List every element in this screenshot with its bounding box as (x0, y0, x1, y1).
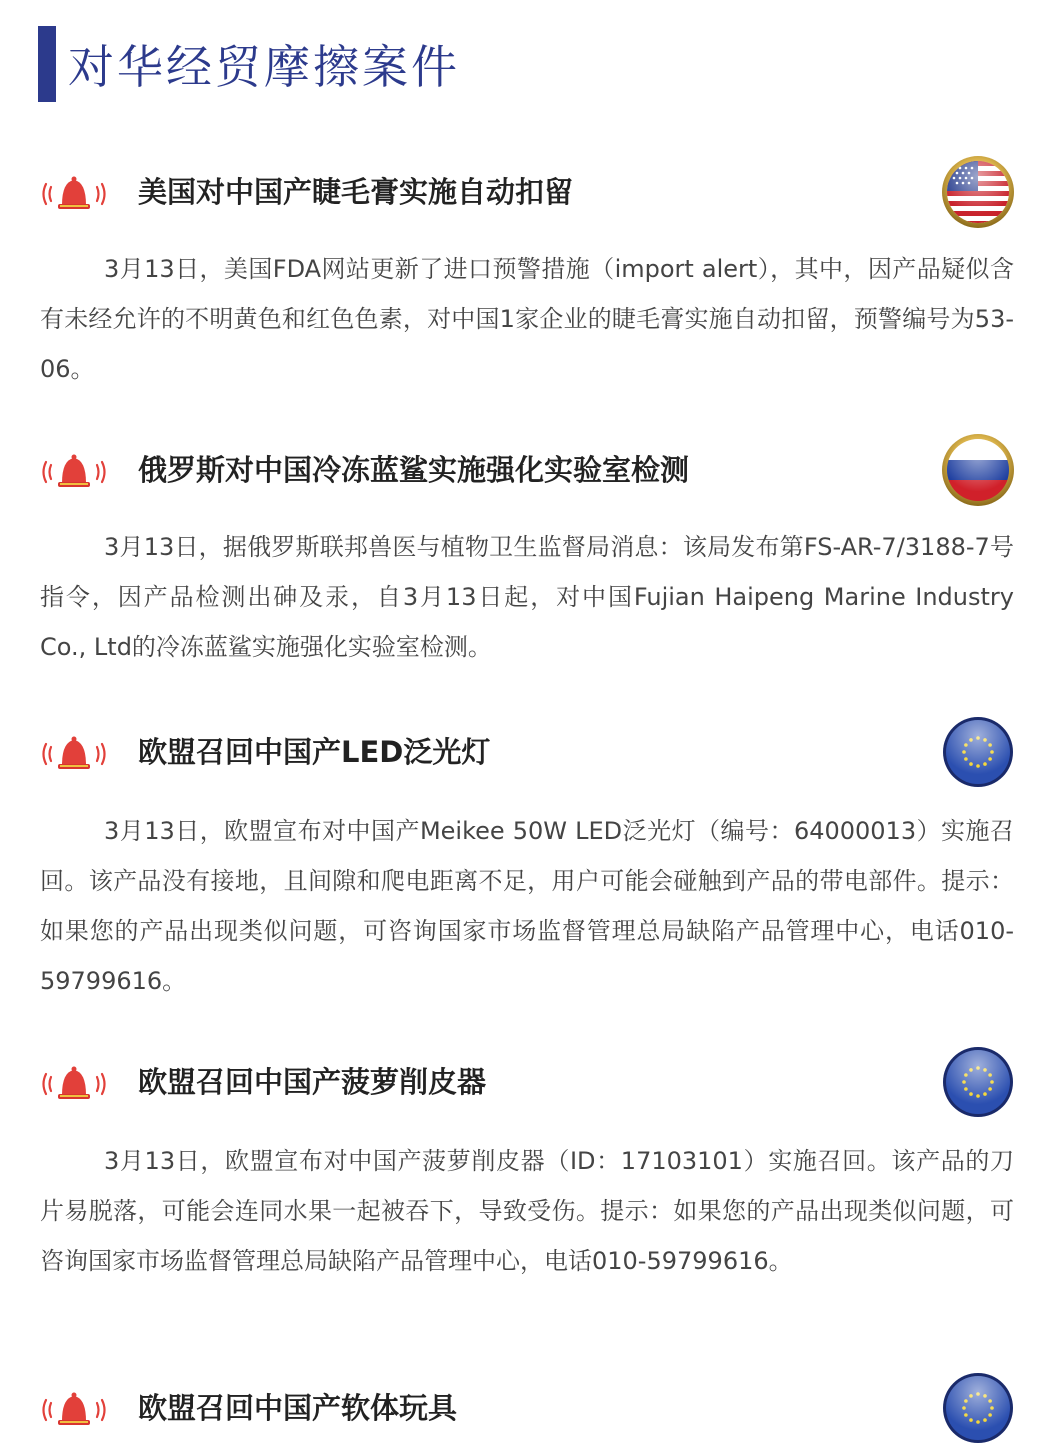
eu-flag-icon (940, 1044, 1016, 1120)
news-item-header (0, 720, 1061, 800)
news-item-header (0, 160, 1061, 240)
news-item-title: 俄罗斯对中国冷冻蓝鲨实施强化实验室检测 (138, 453, 690, 487)
news-item-body: 3月13日，欧盟宣布对中国产Meikee 50W LED泛光灯（编号：64000013）实施召回。该产品没有接地，且间隙和爬电距离不足，用户可能会碰触到产品的带电部件。提示：如果您的产品出现类似问题，可咨询国家市场监督管理总局缺陷产品管理中心，电话010-59799616。 (40, 817, 1014, 995)
news-item-header (0, 1376, 1061, 1456)
news-item-header (0, 438, 1061, 518)
news-item-body: 3月13日，美国FDA网站更新了进口预警措施（import alert），其中，因产品疑似含有未经允许的不明黄色和红色色素，对中国1家企业的睫毛膏实施自动扣留，预警编号为53-06。 (40, 255, 1014, 383)
eu-flag-icon (940, 714, 1016, 790)
news-item-title: 美国对中国产睫毛膏实施自动扣留 (138, 175, 574, 209)
news-item-title: 欧盟召回中国产软体玩具 (138, 1391, 458, 1425)
russia-flag-icon (940, 432, 1016, 508)
us-flag-icon (940, 154, 1016, 230)
alarm-bell-icon (38, 174, 110, 214)
header-accent-bar (38, 26, 56, 102)
news-item-title: 欧盟召回中国产LED泛光灯 (138, 735, 491, 769)
alarm-bell-icon (38, 452, 110, 492)
news-item-body: 3月13日，据俄罗斯联邦兽医与植物卫生监督局消息：该局发布第FS-AR-7/3188-7号指令，因产品检测出砷及汞，自3月13日起，对中国Fujian Haipeng Marine Industry Co., Ltd的冷冻蓝鲨实施强化实验室检测。 (40, 533, 1014, 661)
alarm-bell-icon (38, 734, 110, 774)
alarm-bell-icon (38, 1064, 110, 1104)
alarm-bell-icon (38, 1390, 110, 1430)
eu-flag-icon (940, 1370, 1016, 1446)
news-item-title: 欧盟召回中国产菠萝削皮器 (138, 1065, 487, 1099)
section-header (38, 26, 460, 102)
news-item-header (0, 1050, 1061, 1130)
section-title: 对华经贸摩擦案件 (68, 40, 460, 94)
news-item-body: 3月13日，欧盟宣布对中国产菠萝削皮器（ID：17103101）实施召回。该产品的刀片易脱落，可能会连同水果一起被吞下，导致受伤。提示：如果您的产品出现类似问题，可咨询国家市场监督管理总局缺陷产品管理中心，电话010-59799616。 (40, 1147, 1014, 1275)
